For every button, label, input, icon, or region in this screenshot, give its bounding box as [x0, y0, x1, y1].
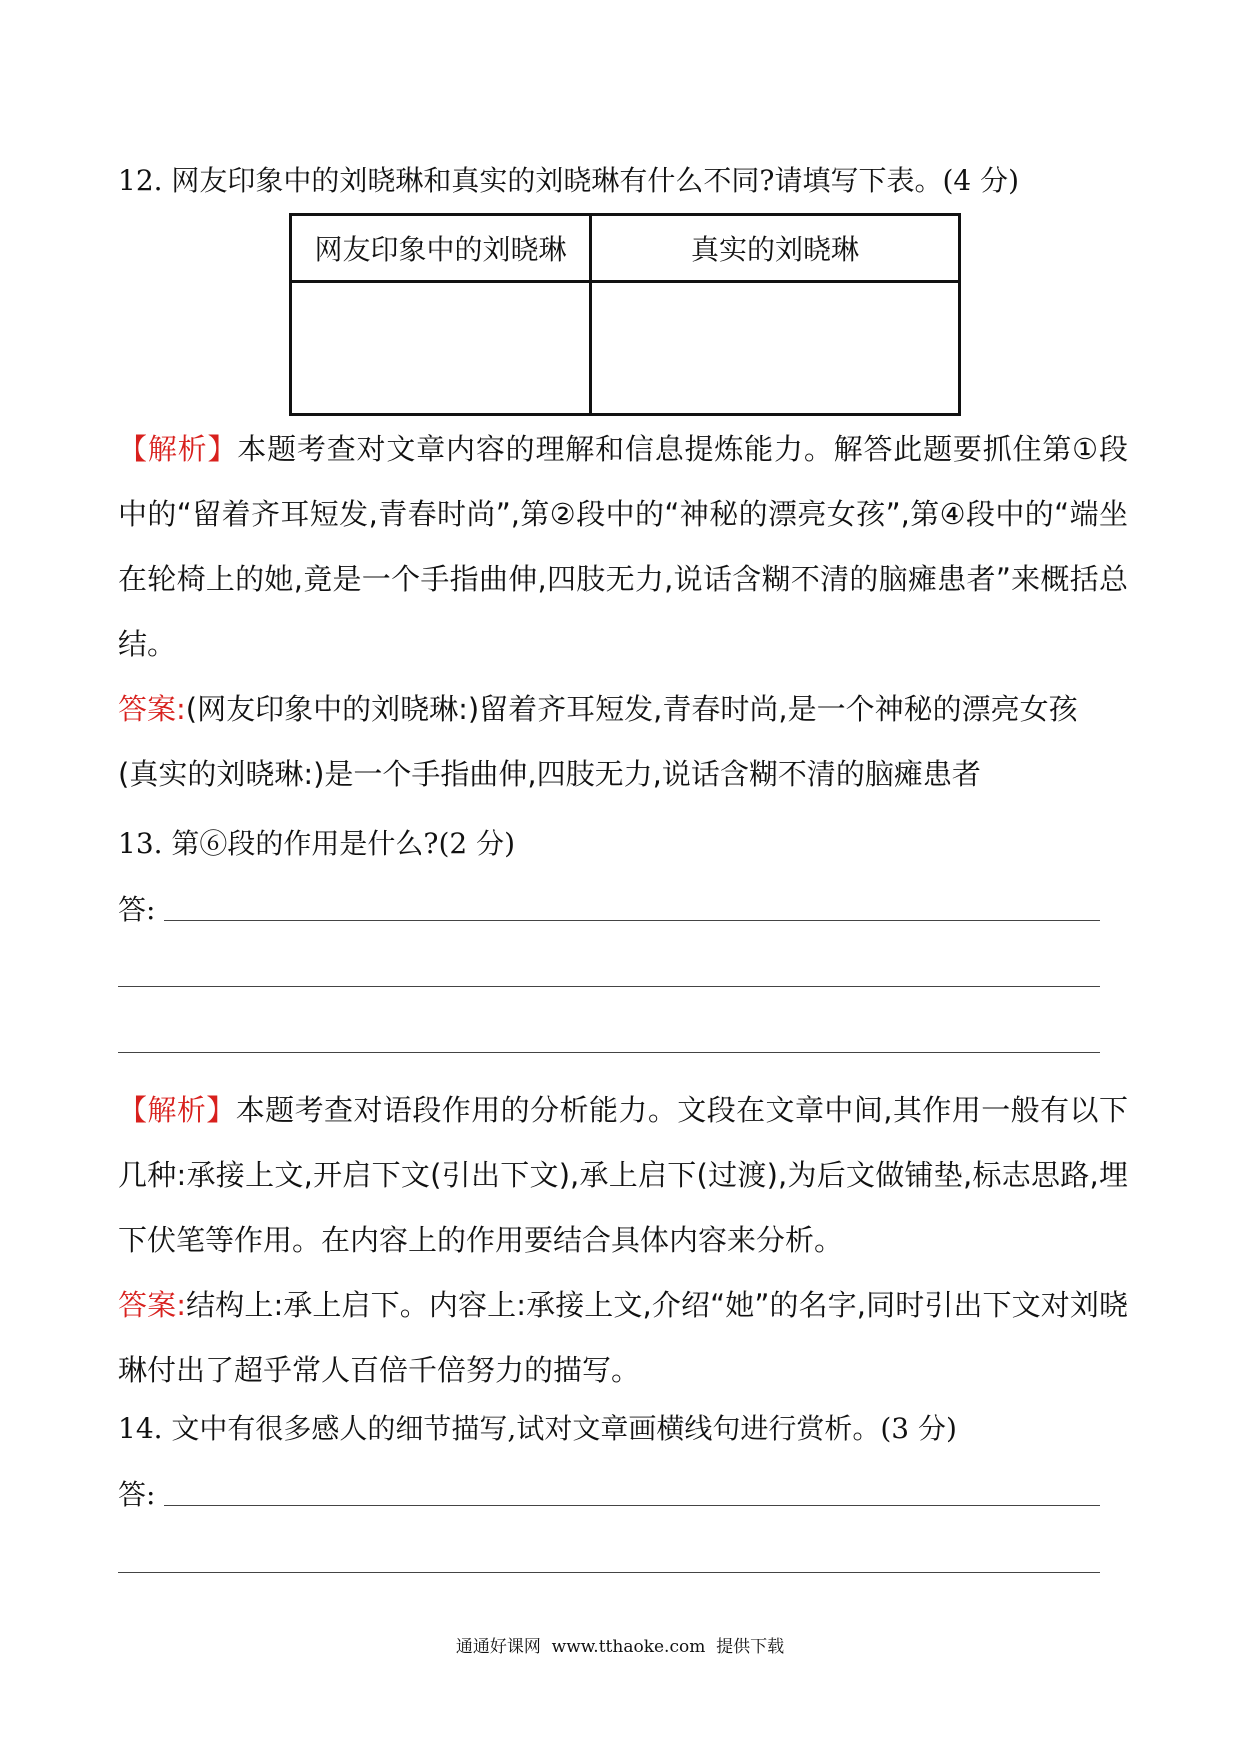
answer-line-1: (网友印象中的刘晓琳:)留着齐耳短发,青春时尚,是一个神秘的漂亮女孩	[185, 692, 1078, 726]
page-footer: 通通好课网 www.tthaoke.com 提供下载	[455, 1637, 785, 1657]
q13-analysis-block	[118, 1078, 1128, 1403]
q14-answer-label: 答:	[118, 1478, 156, 1511]
table-header-real-person: 真实的刘晓琳	[591, 215, 960, 282]
table-header-online-impression: 网友印象中的刘晓琳	[291, 215, 591, 282]
comparison-table	[289, 213, 961, 416]
analysis-tag: 【解析】	[118, 1093, 236, 1127]
analysis-text: 本题考查对文章内容的理解和信息提炼能力。解答此题要抓住第①段中的“留着齐耳短发,青春时尚”,第②段中的“神秘的漂亮女孩”,第④段中的“端坐在轮椅上的她,竟是一个手指曲伸,四肢无力,说话含糊不清的脑瘫患者”来概括总结。	[118, 432, 1128, 661]
q14-answer-line-2[interactable]	[118, 1572, 1100, 1573]
question-13: 13. 第⑥段的作用是什么?(2 分)	[118, 827, 516, 860]
q14-answer-line-1[interactable]	[164, 1505, 1100, 1506]
q12-analysis-block	[118, 417, 1128, 807]
answer-text: 结构上:承上启下。内容上:承接上文,介绍“她”的名字,同时引出下文对刘晓琳付出了超乎常人百倍千倍努力的描写。	[118, 1288, 1128, 1387]
q13-answer-line-3[interactable]	[118, 1052, 1100, 1053]
table-cell-online-impression[interactable]	[291, 282, 591, 415]
analysis-text: 本题考查对语段作用的分析能力。文段在文章中间,其作用一般有以下几种:承接上文,开启下文(引出下文),承上启下(过渡),为后文做铺垫,标志思路,埋下伏笔等作用。在内容上的作用要结合具体内容来分析。	[118, 1093, 1128, 1257]
answer-line-2: (真实的刘晓琳:)是一个手指曲伸,四肢无力,说话含糊不清的脑瘫患者	[118, 757, 981, 791]
answer-tag: 答案:	[118, 1288, 186, 1322]
analysis-tag: 【解析】	[118, 432, 238, 466]
table-cell-real-person[interactable]	[591, 282, 960, 415]
q13-answer-line-1[interactable]	[164, 920, 1100, 921]
question-12: 12. 网友印象中的刘晓琳和真实的刘晓琳有什么不同?请填写下表。(4 分)	[118, 164, 1020, 197]
question-14: 14. 文中有很多感人的细节描写,试对文章画横线句进行赏析。(3 分)	[118, 1412, 957, 1445]
answer-tag: 答案:	[118, 692, 186, 726]
q13-answer-line-2[interactable]	[118, 986, 1100, 987]
q13-answer-label: 答:	[118, 893, 156, 926]
